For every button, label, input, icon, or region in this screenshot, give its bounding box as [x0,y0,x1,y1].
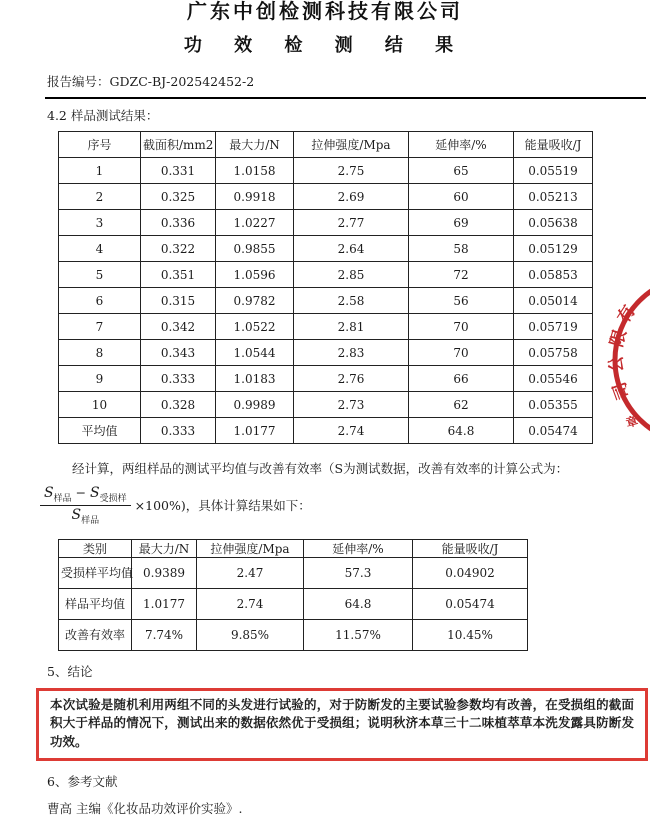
sample-results-table [58,131,593,444]
formula [40,485,650,526]
table-cell: 0.05213 [514,184,593,210]
table-row [59,392,593,418]
formula-suffix: ×100%)，具体计算结果如下： [134,498,311,514]
conclusion-highlight-box: 本次试验是随机利用两组不同的头发进行试验的，对于防断发的主要试验参数均有改善，在受损组的截面积大于样品的情况下，测试出来的数据依然优于受损组；说明秋济本草三十二味植萃草本洗发露具防断发功效。 [36,688,648,761]
table-row [59,262,593,288]
table-cell: 6 [59,288,141,314]
column-header: 类别 [59,539,132,557]
table-row [59,236,593,262]
table-cell: 60 [409,184,514,210]
calculation-paragraph: 经计算，两组样品的测试平均值与改善有效率（S为测试数据，改善有效率的计算公式为： [72,461,569,476]
table-cell: 2.73 [294,392,409,418]
table-cell: 2.58 [294,288,409,314]
table-cell: 1.0177 [216,418,294,444]
seal-arc-icon [594,278,650,444]
svg-text:有: 有 [613,301,640,328]
table-cell: 0.05474 [413,588,528,619]
company-title: 广东中创检测科技有限公司 [187,0,463,23]
svg-text:限: 限 [607,327,631,350]
table-cell: 受损样平均值 [59,557,132,588]
table-cell: 7.74% [132,619,197,650]
table-cell: 0.333 [141,366,216,392]
table-cell: 2.47 [197,557,304,588]
formula-numerator: $S_{样品} - S_{受损样}$ [40,485,131,506]
column-header: 最大力/N [132,539,197,557]
table-row [59,314,593,340]
table-cell: 2.64 [294,236,409,262]
table-cell: 0.9989 [216,392,294,418]
header-row [59,539,528,557]
table-cell: 1.0596 [216,262,294,288]
table-cell: 65 [409,158,514,184]
table-cell: 0.333 [141,418,216,444]
table-cell: 0.05638 [514,210,593,236]
table-cell: 0.331 [141,158,216,184]
table-row [59,619,528,650]
table-cell: 66 [409,366,514,392]
table-row [59,288,593,314]
table-cell: 0.322 [141,236,216,262]
report-title: 功 效 检 测 结 果 [183,35,467,56]
table-cell: 2.76 [294,366,409,392]
table-cell: 2.74 [197,588,304,619]
table-cell: 1.0227 [216,210,294,236]
report-number: 报告编号：GDZC-BJ-202542452-2 [47,74,255,89]
table-cell: 2.85 [294,262,409,288]
formula-denominator: $S_{样品}$ [71,506,100,526]
table-row [59,158,593,184]
table-cell: 0.05758 [514,340,593,366]
column-header: 延伸率/% [304,539,413,557]
column-header: 序号 [59,132,141,158]
table-cell: 2.75 [294,158,409,184]
table-cell: 0.05519 [514,158,593,184]
table-cell: 3 [59,210,141,236]
table-row [59,557,528,588]
table-cell: 0.05719 [514,314,593,340]
column-header: 最大力/N [216,132,294,158]
formula-fraction [40,485,131,526]
table-cell: 0.325 [141,184,216,210]
table-cell: 58 [409,236,514,262]
table-row [59,184,593,210]
column-header: 能量吸收/J [413,539,528,557]
table-row [59,340,593,366]
reference-entry: 曹高 主编《化妆品功效评价实验》. [47,800,243,816]
company-seal-stamp [594,278,650,444]
column-header: 截面积/mm2 [141,132,216,158]
table-cell: 0.9855 [216,236,294,262]
table-cell: 1.0544 [216,340,294,366]
table-cell: 72 [409,262,514,288]
table-cell: 1.0522 [216,314,294,340]
table-cell: 2.77 [294,210,409,236]
table-row [59,210,593,236]
table-cell: 69 [409,210,514,236]
table-cell: 2.83 [294,340,409,366]
header-row [59,132,593,158]
table-cell: 10 [59,392,141,418]
table-cell: 0.04902 [413,557,528,588]
column-header: 拉伸强度/Mpa [197,539,304,557]
table-cell: 2 [59,184,141,210]
table-cell: 64.8 [409,418,514,444]
table-cell: 1.0183 [216,366,294,392]
column-header: 能量吸收/J [514,132,593,158]
column-header: 拉伸强度/Mpa [294,132,409,158]
table-cell: 0.9782 [216,288,294,314]
section-4-2-heading: 4.2 样品测试结果： [47,108,159,123]
section-6-heading: 6、参考文献 [47,773,118,789]
table-cell: 5 [59,262,141,288]
table-cell: 64.8 [304,588,413,619]
table-row [59,366,593,392]
table-cell: 2.69 [294,184,409,210]
table-cell: 0.05355 [514,392,593,418]
section-5-heading: 5、结论 [47,663,93,679]
table-cell: 0.05853 [514,262,593,288]
table-cell: 4 [59,236,141,262]
table-cell: 2.74 [294,418,409,444]
svg-text:章: 章 [624,413,640,431]
table-cell: 70 [409,314,514,340]
table-cell: 56 [409,288,514,314]
table-cell: 57.3 [304,557,413,588]
table-cell: 样品平均值 [59,588,132,619]
summary-comparison-table [58,539,528,651]
table-cell: 0.315 [141,288,216,314]
table-cell: 平均值 [59,418,141,444]
table-cell: 0.351 [141,262,216,288]
table-cell: 8 [59,340,141,366]
svg-text:司: 司 [609,379,635,403]
table-cell: 1 [59,158,141,184]
table-cell: 0.05474 [514,418,593,444]
table-cell: 0.05546 [514,366,593,392]
table-cell: 0.05014 [514,288,593,314]
table-cell: 70 [409,340,514,366]
column-header: 延伸率/% [409,132,514,158]
table-cell: 11.57% [304,619,413,650]
table-cell: 0.343 [141,340,216,366]
table-cell: 0.9918 [216,184,294,210]
horizontal-rule [45,97,646,99]
table-cell: 0.05129 [514,236,593,262]
table-cell: 62 [409,392,514,418]
table-cell: 0.342 [141,314,216,340]
table-cell: 9 [59,366,141,392]
table-cell: 7 [59,314,141,340]
table-cell: 改善有效率 [59,619,132,650]
svg-text:公: 公 [606,355,628,373]
table-row [59,418,593,444]
table-cell: 0.9389 [132,557,197,588]
table-cell: 2.81 [294,314,409,340]
table-row [59,588,528,619]
table-cell: 10.45% [413,619,528,650]
table-cell: 1.0158 [216,158,294,184]
table-cell: 1.0177 [132,588,197,619]
table-cell: 0.328 [141,392,216,418]
table-cell: 9.85% [197,619,304,650]
table-cell: 0.336 [141,210,216,236]
